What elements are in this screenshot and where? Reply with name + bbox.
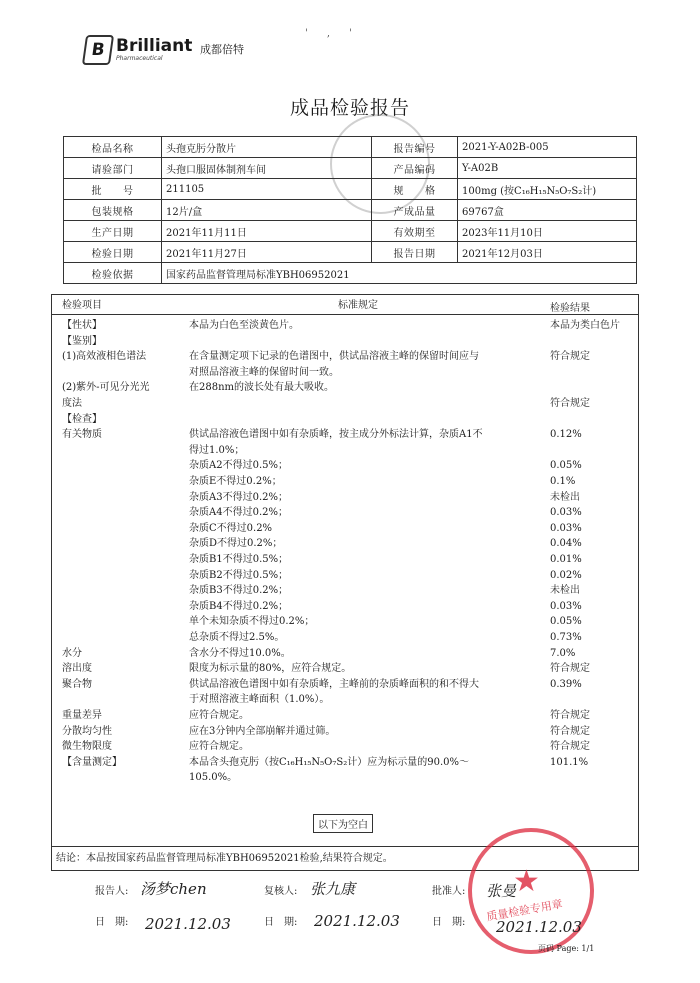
row-res: 0.73% bbox=[550, 632, 582, 643]
brand-name: Brilliant bbox=[116, 36, 193, 56]
row-res: 符合规定 bbox=[550, 741, 590, 752]
batch: 211105 bbox=[162, 179, 372, 200]
reviewer-signature: 张九康 bbox=[310, 880, 356, 898]
row-res: 0.1% bbox=[550, 476, 576, 487]
brand-chinese-name: 成都倍特 bbox=[200, 43, 244, 56]
date-label-1: 日 期: bbox=[95, 917, 129, 928]
date-1: 2021.12.03 bbox=[145, 915, 231, 933]
row-item: 度法 bbox=[62, 398, 82, 409]
label-report-date: 报告日期 bbox=[372, 242, 458, 263]
row-res: 0.03% bbox=[550, 507, 582, 518]
dept: 头孢口服固体制剂车间 bbox=[162, 158, 372, 179]
row-std: 在288nm的波长处有最大吸收。 bbox=[189, 382, 335, 393]
row-std: 杂质A4不得过0.2%； bbox=[189, 507, 288, 518]
label-product-name: 检品名称 bbox=[64, 137, 162, 158]
prod-date: 2021年11月11日 bbox=[162, 221, 372, 242]
row-std: 单个未知杂质不得过0.2%； bbox=[189, 616, 315, 627]
row-item: 【检查】 bbox=[62, 414, 102, 425]
row-std: 杂质B4不得过0.2%； bbox=[189, 601, 289, 612]
report-no: 2021-Y-A02B-005 bbox=[458, 137, 637, 158]
spec: 100mg (按C₁₆H₁₅N₅O₇S₂计) bbox=[458, 179, 637, 200]
report-title: 成品检验报告 bbox=[289, 97, 410, 119]
row-std: 应在3分钟内全部崩解并通过筛。 bbox=[189, 726, 336, 737]
label-test-date: 检验日期 bbox=[64, 242, 162, 263]
label-basis: 检验依据 bbox=[64, 263, 162, 284]
row-item: 水分 bbox=[62, 648, 82, 659]
row-item: 【性状】 bbox=[62, 320, 102, 331]
row-std: 杂质B1不得过0.5%； bbox=[189, 554, 289, 565]
row-std: 杂质B2不得过0.5%； bbox=[189, 570, 289, 581]
pack: 12片/盒 bbox=[162, 200, 372, 221]
label-prod-date: 生产日期 bbox=[64, 221, 162, 242]
info-table bbox=[63, 136, 637, 284]
reviewer-label: 复核人: bbox=[264, 886, 298, 897]
page-number: 页码 Page: 1/1 bbox=[538, 944, 595, 953]
row-item: (1)高效液相色谱法 bbox=[62, 351, 147, 362]
date-3: 2021.12.03 bbox=[496, 918, 582, 936]
row-res: 0.39% bbox=[550, 679, 582, 690]
row-std: 105.0%。 bbox=[189, 772, 238, 783]
test-date: 2021年11月27日 bbox=[162, 242, 372, 263]
row-std: 本品含头孢克肟（按C₁₆H₁₅N₅O₇S₂计）应为标示量的90.0%～ bbox=[189, 757, 469, 768]
row-std: 于对照溶液主峰面积（1.0%）。 bbox=[189, 694, 330, 705]
row-res: 未检出 bbox=[550, 492, 580, 503]
date-label-2: 日 期: bbox=[264, 917, 298, 928]
row-res: 0.05% bbox=[550, 460, 582, 471]
report-date: 2021年12月03日 bbox=[458, 242, 637, 263]
stamp-text: 质量检验专用章 bbox=[485, 897, 564, 924]
row-std: 对照品溶液主峰的保留时间一致。 bbox=[189, 367, 339, 378]
blank-note: 以下为空白 bbox=[313, 814, 373, 833]
header-marks: ' , ' bbox=[305, 28, 361, 39]
row-res: 101.1% bbox=[550, 757, 589, 768]
col-header-result: 检验结果 bbox=[550, 303, 590, 314]
row-std: 供试品溶液色谱图中如有杂质峰，按主成分外标法计算，杂质A1不 bbox=[189, 429, 483, 440]
row-res: 符合规定 bbox=[550, 663, 590, 674]
col-header-standard: 标准规定 bbox=[338, 300, 378, 311]
label-expiry: 有效期至 bbox=[372, 221, 458, 242]
row-std: 在含量测定项下记录的色谱图中，供试品溶液主峰的保留时间应与 bbox=[189, 351, 479, 362]
row-std: 杂质C不得过0.2% bbox=[189, 523, 273, 534]
expiry: 2023年11月10日 bbox=[458, 221, 637, 242]
col-header-item: 检验项目 bbox=[62, 300, 102, 311]
row-res: 符合规定 bbox=[550, 351, 590, 362]
row-res: 0.02% bbox=[550, 570, 582, 581]
row-std: 供试品溶液色谱图中如有杂质峰，主峰前的杂质峰面积的和不得大 bbox=[189, 679, 479, 690]
row-std: 得过1.0%； bbox=[189, 445, 245, 456]
row-res: 0.03% bbox=[550, 601, 582, 612]
row-std: 总杂质不得过2.5%。 bbox=[189, 632, 285, 643]
row-res: 符合规定 bbox=[550, 710, 590, 721]
row-res: 0.03% bbox=[550, 523, 582, 534]
approver-label: 批准人: bbox=[432, 886, 466, 897]
row-item: (2)紫外-可见分光光 bbox=[62, 382, 150, 393]
approver-signature: 张曼 bbox=[486, 882, 517, 900]
product-code: Y-A02B bbox=[458, 158, 637, 179]
conclusion: 结论：本品按国家药品监督管理局标准YBH06952021检验,结果符合规定。 bbox=[56, 853, 393, 864]
row-std: 杂质A2不得过0.5%； bbox=[189, 460, 288, 471]
label-batch: 批 号 bbox=[64, 179, 162, 200]
row-item: 【鉴别】 bbox=[62, 336, 102, 347]
brand-subtitle: Pharmaceutical bbox=[116, 55, 163, 62]
row-std: 含水分不得过10.0%。 bbox=[189, 648, 291, 659]
brilliant-logo-icon: B bbox=[82, 35, 114, 65]
row-item: 有关物质 bbox=[62, 429, 102, 440]
label-report-no: 报告编号 bbox=[372, 137, 458, 158]
reporter-label: 报告人: bbox=[95, 886, 129, 897]
row-item: 溶出度 bbox=[62, 663, 92, 674]
product-name: 头孢克肟分散片 bbox=[162, 137, 372, 158]
label-dept: 请验部门 bbox=[64, 158, 162, 179]
label-pack: 包装规格 bbox=[64, 200, 162, 221]
stamp-star-icon: ★ bbox=[513, 864, 540, 899]
row-res: 0.04% bbox=[550, 538, 582, 549]
row-res: 符合规定 bbox=[550, 398, 590, 409]
row-std: 杂质A3不得过0.2%； bbox=[189, 492, 288, 503]
reporter-signature: 汤梦chen bbox=[140, 880, 207, 898]
row-res: 0.12% bbox=[550, 429, 582, 440]
row-std: 本品为白色至淡黄色片。 bbox=[189, 320, 299, 331]
row-std: 杂质E不得过0.2%； bbox=[189, 476, 282, 487]
row-std: 应符合规定。 bbox=[189, 741, 249, 752]
qty: 69767盒 bbox=[458, 200, 637, 221]
row-item: 重量差异 bbox=[62, 710, 102, 721]
row-res: 符合规定 bbox=[550, 726, 590, 737]
row-std: 杂质D不得过0.2%； bbox=[189, 538, 283, 549]
row-std: 应符合规定。 bbox=[189, 710, 249, 721]
row-std: 限度为标示量的80%，应符合规定。 bbox=[189, 663, 352, 674]
row-item: 微生物限度 bbox=[62, 741, 112, 752]
basis: 国家药品监督管理局标准YBH06952021 bbox=[162, 263, 637, 284]
row-res: 0.05% bbox=[550, 616, 582, 627]
date-2: 2021.12.03 bbox=[314, 912, 400, 930]
row-res: 未检出 bbox=[550, 585, 580, 596]
label-qty: 产成品量 bbox=[372, 200, 458, 221]
row-res: 7.0% bbox=[550, 648, 576, 659]
row-item: 【含量测定】 bbox=[62, 757, 122, 768]
row-res: 本品为类白色片 bbox=[550, 320, 620, 331]
date-label-3: 日 期: bbox=[432, 917, 466, 928]
row-item: 分散均匀性 bbox=[62, 726, 112, 737]
label-spec: 规 格 bbox=[372, 179, 458, 200]
label-product-code: 产品编码 bbox=[372, 158, 458, 179]
row-std: 杂质B3不得过0.2%； bbox=[189, 585, 289, 596]
row-res: 0.01% bbox=[550, 554, 582, 565]
row-item: 聚合物 bbox=[62, 679, 92, 690]
